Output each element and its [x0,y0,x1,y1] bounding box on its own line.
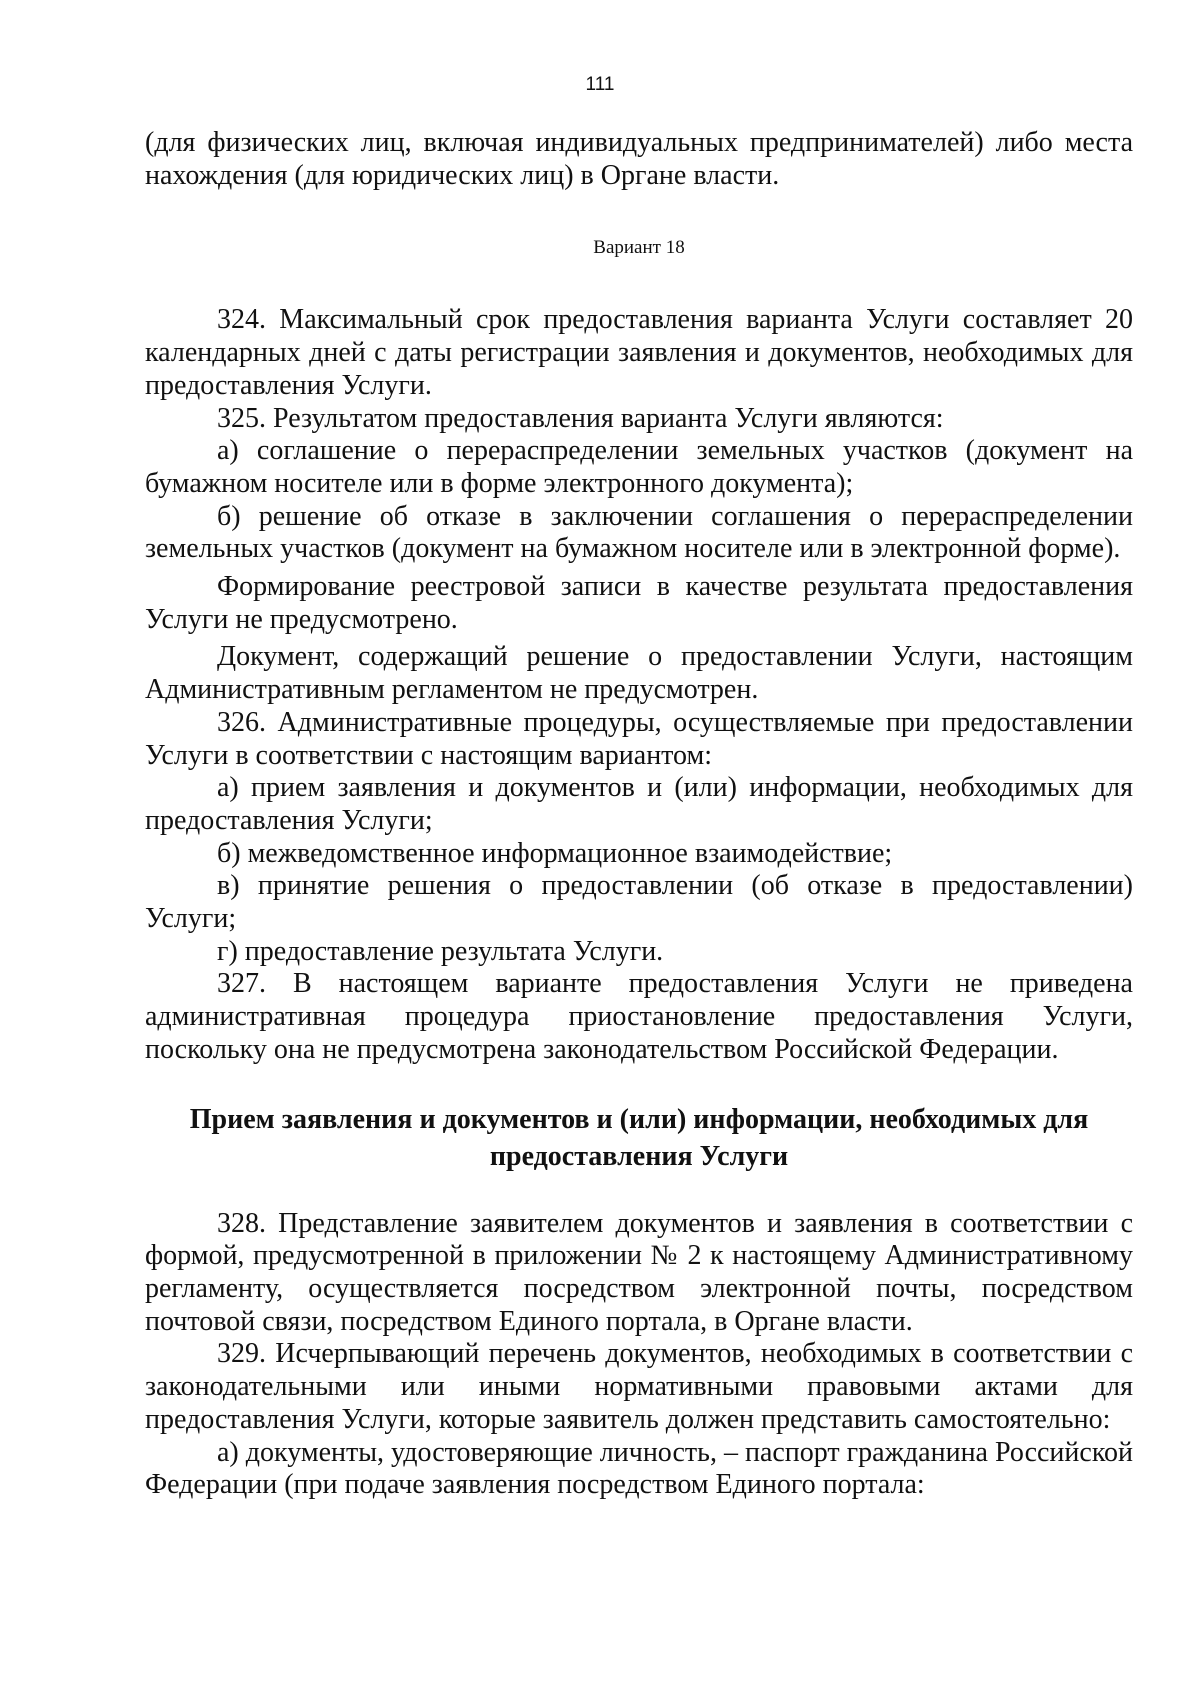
paragraph-329: 329. Исчерпывающий перечень документов, необходимых в соответствии с законодательными или иными нормативными правовыми актами для предоставления Услуги, которые заявитель должен представить самостоятельно: [145,1338,1133,1435]
paragraph-326-v: в) принятие решения о предоставлении (об отказе в предоставлении) Услуги; [145,870,1133,935]
continuation-paragraph: (для физических лиц, включая индивидуальных предпринимателей) либо места нахождения (для юридических лиц) в Органе власти. [145,127,1133,191]
paragraph-329-a: а) документы, удостоверяющие личность, – паспорт гражданина Российской Федерации (при подаче заявления посредством Единого портала: [145,1436,1133,1501]
paragraph-324: 324. Максимальный срок предоставления варианта Услуги составляет 20 календарных дней с даты регистрации заявления и документов, необходимых для предоставления Услуги. [145,304,1133,401]
paragraph-325: 325. Результатом предоставления варианта Услуги являются: [217,402,944,434]
paragraph-326: 326. Административные процедуры, осуществляемые при предоставлении Услуги в соответствии с настоящим вариантом: [145,706,1133,771]
paragraph-326-g: г) предоставление результата Услуги. [217,935,664,967]
document-body [145,127,1133,1502]
paragraph-registry-record: Формирование реестровой записи в качестве результата предоставления Услуги не предусмотрено. [145,571,1133,635]
paragraph-326-b: б) межведомственное информационное взаимодействие; [217,837,893,869]
paragraph-326-a: а) прием заявления и документов и (или) информации, необходимых для предоставления Услуги; [145,772,1133,836]
paragraph-decision-document: Документ, содержащий решение о предоставлении Услуги, настоящим Административным регламентом не предусмотрен. [145,641,1133,706]
page-number: 111 [585,74,615,95]
paragraph-327: 327. В настоящем варианте предоставления Услуги не приведена административная процедура приостановление предоставления Услуги, поскольку она не предусмотрена законодательством Российской Федерации. [145,968,1133,1065]
paragraph-325-b: б) решение об отказе в заключении соглашения о перераспределении земельных участков (документ на бумажном носителе или в электронной форме). [145,500,1133,565]
section-heading: Прием заявления и документов и (или) информации, необходимых для предоставления Услуги [189,1103,1089,1172]
paragraph-325-a: а) соглашение о перераспределении земельных участков (документ на бумажном носителе или в форме электронного документа); [145,435,1133,499]
paragraph-328: 328. Представление заявителем документов и заявления в соответствии с формой, предусмотренной в приложении № 2 к настоящему Административному регламенту, осуществляется посредством электронной почты, посредством почтовой связи, посредством Единого портала, в Органе власти. [145,1207,1133,1337]
variant-title: Вариант 18 [593,237,685,259]
